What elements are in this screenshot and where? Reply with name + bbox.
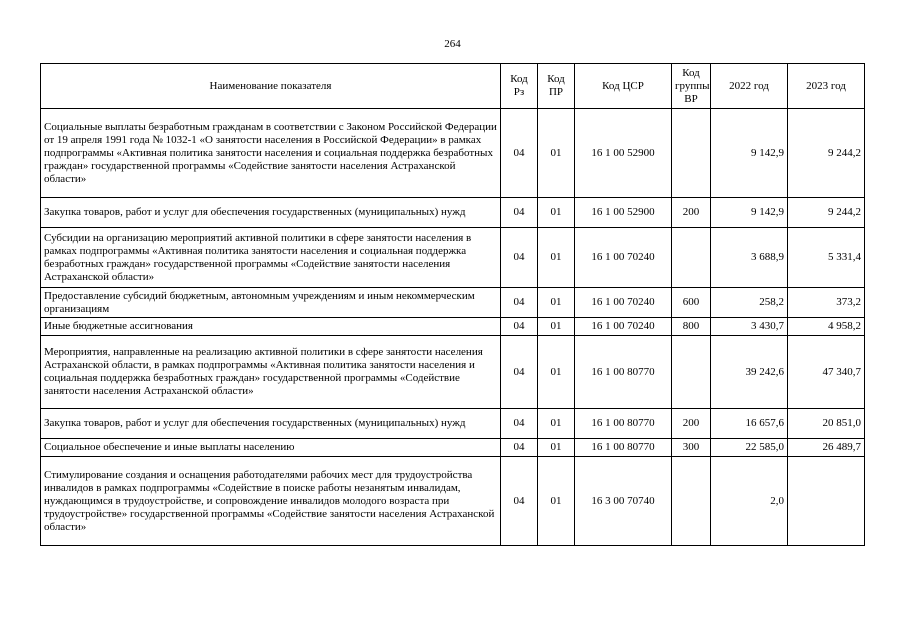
row-csr: 16 1 00 52900 — [575, 198, 672, 228]
table-row — [41, 318, 865, 336]
table-row — [41, 439, 865, 457]
row-2022: 2,0 — [711, 457, 788, 546]
budget-table — [40, 63, 865, 546]
row-csr: 16 1 00 80770 — [575, 409, 672, 439]
row-vr: 300 — [672, 439, 711, 457]
header-2022: 2022 год — [711, 64, 788, 109]
row-csr: 16 3 00 70740 — [575, 457, 672, 546]
row-name: Социальное обеспечение и иные выплаты населению — [41, 439, 501, 457]
row-2023 — [788, 457, 865, 546]
table-row — [41, 457, 865, 546]
row-pr: 01 — [538, 109, 575, 198]
row-2022: 16 657,6 — [711, 409, 788, 439]
row-vr: 200 — [672, 409, 711, 439]
row-pr: 01 — [538, 457, 575, 546]
row-rz: 04 — [501, 198, 538, 228]
row-2023: 5 331,4 — [788, 228, 865, 288]
row-vr — [672, 109, 711, 198]
row-2023: 9 244,2 — [788, 109, 865, 198]
header-vr: Код группы ВР — [672, 64, 711, 109]
row-rz: 04 — [501, 109, 538, 198]
row-pr: 01 — [538, 318, 575, 336]
row-pr: 01 — [538, 439, 575, 457]
header-csr: Код ЦСР — [575, 64, 672, 109]
row-pr: 01 — [538, 409, 575, 439]
row-pr: 01 — [538, 288, 575, 318]
row-pr: 01 — [538, 228, 575, 288]
row-vr — [672, 457, 711, 546]
row-csr: 16 1 00 52900 — [575, 109, 672, 198]
page-number: 264 — [444, 38, 461, 50]
row-csr: 16 1 00 70240 — [575, 228, 672, 288]
row-2022: 39 242,6 — [711, 336, 788, 409]
row-2022: 22 585,0 — [711, 439, 788, 457]
row-rz: 04 — [501, 457, 538, 546]
row-csr: 16 1 00 70240 — [575, 288, 672, 318]
row-2022: 9 142,9 — [711, 109, 788, 198]
row-name: Закупка товаров, работ и услуг для обеспечения государственных (муниципальных) нужд — [41, 409, 501, 439]
row-rz: 04 — [501, 336, 538, 409]
row-2023: 47 340,7 — [788, 336, 865, 409]
table-row — [41, 198, 865, 228]
header-name: Наименование показателя — [41, 64, 501, 109]
table-row — [41, 409, 865, 439]
header-pr: Код ПР — [538, 64, 575, 109]
row-2023: 20 851,0 — [788, 409, 865, 439]
row-vr — [672, 228, 711, 288]
row-vr: 800 — [672, 318, 711, 336]
row-2023: 26 489,7 — [788, 439, 865, 457]
row-name: Стимулирование создания и оснащения работодателями рабочих мест для трудоустройства инвалидов в рамках подпрограммы «Содействие в поиске работы незанятым инвалидам, нуждающимся в трудоустройстве, и сопровождение инвалидов молодого возраста при трудоустройстве» государственной программы «Содействие занятости населения Астраханской области» — [41, 457, 501, 546]
table-row — [41, 336, 865, 409]
table-row — [41, 228, 865, 288]
table-row — [41, 288, 865, 318]
row-rz: 04 — [501, 439, 538, 457]
row-name: Иные бюджетные ассигнования — [41, 318, 501, 336]
row-2022: 258,2 — [711, 288, 788, 318]
row-2022: 3 430,7 — [711, 318, 788, 336]
row-2023: 4 958,2 — [788, 318, 865, 336]
table-row — [41, 109, 865, 198]
row-2022: 3 688,9 — [711, 228, 788, 288]
row-name: Социальные выплаты безработным гражданам в соответствии с Законом Российской Федерации от 19 апреля 1991 года № 1032-1 «О занятости населения в Российской Федерации» в рамках подпрограммы «Активная политика занятости населения и социальная поддержка безработных граждан» государственной программы «Содействие занятости населения Астраханской области» — [41, 109, 501, 198]
row-vr: 200 — [672, 198, 711, 228]
row-rz: 04 — [501, 288, 538, 318]
row-name: Предоставление субсидий бюджетным, автономным учреждениям и иным некоммерческим организациям — [41, 288, 501, 318]
row-name: Субсидии на организацию мероприятий активной политики в сфере занятости населения в рамках подпрограммы «Активная политика занятости населения и социальная поддержка безработных граждан» государственной программы «Содействие занятости населения Астраханской области» — [41, 228, 501, 288]
row-2022: 9 142,9 — [711, 198, 788, 228]
row-name: Закупка товаров, работ и услуг для обеспечения государственных (муниципальных) нужд — [41, 198, 501, 228]
row-pr: 01 — [538, 198, 575, 228]
header-rz: Код Рз — [501, 64, 538, 109]
row-pr: 01 — [538, 336, 575, 409]
row-rz: 04 — [501, 228, 538, 288]
row-vr: 600 — [672, 288, 711, 318]
row-csr: 16 1 00 80770 — [575, 439, 672, 457]
header-2023: 2023 год — [788, 64, 865, 109]
row-csr: 16 1 00 70240 — [575, 318, 672, 336]
row-rz: 04 — [501, 318, 538, 336]
row-vr — [672, 336, 711, 409]
row-2023: 9 244,2 — [788, 198, 865, 228]
row-csr: 16 1 00 80770 — [575, 336, 672, 409]
table-header-row — [41, 64, 865, 109]
row-name: Мероприятия, направленные на реализацию активной политики в сфере занятости населения Астраханской области, в рамках подпрограммы «Активная политика занятости населения и социальная поддержка безработных граждан» государственной программы «Содействие занятости населения Астраханской области» — [41, 336, 501, 409]
row-2023: 373,2 — [788, 288, 865, 318]
row-rz: 04 — [501, 409, 538, 439]
